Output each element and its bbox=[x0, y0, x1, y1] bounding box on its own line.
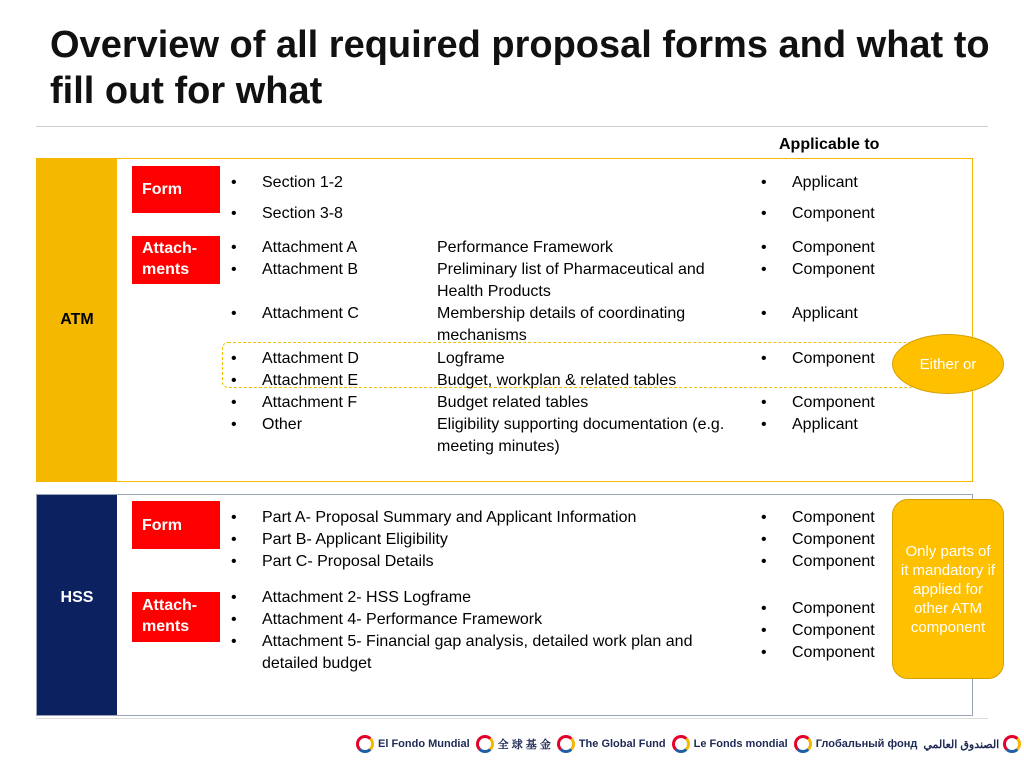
applicable-value: Component bbox=[792, 509, 875, 526]
atm-label: ATM bbox=[37, 159, 117, 481]
attachment-desc: Budget, workplan & related tables bbox=[437, 372, 677, 389]
list-item: Section 1-2 bbox=[262, 174, 343, 191]
applicable-value: Component bbox=[792, 205, 875, 222]
logo-zh: 全 球 基 金 bbox=[476, 735, 551, 753]
list-item: Part A- Proposal Summary and Applicant Information bbox=[262, 509, 637, 526]
applicable-value: Component bbox=[792, 531, 875, 548]
applicable-value: Applicant bbox=[792, 416, 858, 433]
footer-logos bbox=[356, 726, 1024, 762]
list-item: Attachment 5- Financial gap analysis, detailed work plan and detailed budget bbox=[262, 633, 693, 672]
global-fund-icon bbox=[672, 735, 690, 753]
applicable-to-header: Applicable to bbox=[779, 136, 880, 153]
attachment-desc: Performance Framework bbox=[437, 239, 614, 256]
attachment-name: Attachment D bbox=[262, 350, 359, 367]
applicable-value: Component bbox=[792, 644, 875, 661]
attachment-desc: Membership details of coordinating mechanisms bbox=[437, 305, 686, 344]
global-fund-icon bbox=[356, 735, 374, 753]
applicable-value: Component bbox=[792, 394, 875, 411]
applicable-value: Component bbox=[792, 350, 875, 367]
attachment-desc: Budget related tables bbox=[437, 394, 589, 411]
applicable-value: Component bbox=[792, 239, 875, 256]
applicable-value: Component bbox=[792, 622, 875, 639]
attachment-desc: Logframe bbox=[437, 350, 505, 367]
applicable-value: Component bbox=[792, 553, 875, 570]
attachment-name: Attachment A bbox=[262, 239, 358, 256]
mandatory-note-callout: Only parts of it mandatory if applied for other ATM component bbox=[892, 499, 1004, 679]
applicable-value: Applicant bbox=[792, 174, 858, 191]
global-fund-icon bbox=[1003, 735, 1021, 753]
attachment-name: Attachment C bbox=[262, 305, 359, 322]
hss-label: HSS bbox=[37, 495, 117, 715]
logo-fr: Le Fonds mondial bbox=[672, 735, 788, 753]
list-item: Attachment 4- Performance Framework bbox=[262, 611, 543, 628]
atm-attachments-tag: Attach-ments bbox=[132, 236, 220, 284]
list-item: Part B- Applicant Eligibility bbox=[262, 531, 448, 548]
applicable-value: Component bbox=[792, 600, 875, 617]
list-item: Section 3-8 bbox=[262, 205, 343, 222]
page-title: Overview of all required proposal forms and what to fill out for what bbox=[50, 24, 990, 112]
attachment-name: Attachment B bbox=[262, 261, 359, 278]
logo-es: El Fondo Mundial bbox=[356, 735, 470, 753]
footer-divider bbox=[36, 718, 988, 719]
logo-en: The Global Fund bbox=[557, 735, 666, 753]
global-fund-icon bbox=[794, 735, 812, 753]
applicable-value: Component bbox=[792, 261, 875, 278]
either-or-callout: Either or bbox=[892, 334, 1004, 394]
title-divider bbox=[36, 126, 988, 127]
global-fund-icon bbox=[476, 735, 494, 753]
atm-form-tag: Form bbox=[132, 166, 220, 213]
logo-ru: Глобальный фонд bbox=[794, 735, 918, 753]
hss-form-tag: Form bbox=[132, 501, 220, 549]
applicable-value: Applicant bbox=[792, 305, 858, 322]
list-item: Part C- Proposal Details bbox=[262, 553, 434, 570]
hss-attachments-tag: Attach-ments bbox=[132, 592, 220, 642]
attachment-desc: Eligibility supporting documentation (e.g. meeting minutes) bbox=[437, 416, 725, 455]
list-item: Attachment 2- HSS Logframe bbox=[262, 589, 471, 606]
logo-ar: الصندوق العالمي bbox=[923, 735, 1021, 753]
attachment-name: Attachment E bbox=[262, 372, 359, 389]
attachment-desc: Preliminary list of Pharmaceutical and Health Products bbox=[437, 261, 705, 300]
global-fund-icon bbox=[557, 735, 575, 753]
attachment-name: Other bbox=[262, 416, 303, 433]
attachment-name: Attachment F bbox=[262, 394, 358, 411]
